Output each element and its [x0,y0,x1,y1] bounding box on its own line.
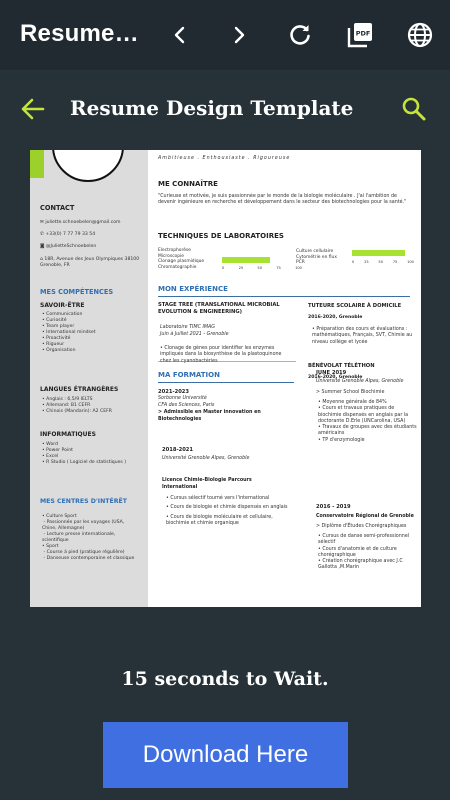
edu3-years: JUNE 2019 [316,370,347,376]
contact-heading: CONTACT [40,204,75,212]
savoir-list: • Communication • Curiosité • Team player • International mindset • Proactivité • Rigueur • Organisation [42,312,96,353]
edu2-list: • Cursus sélectif tourné vers l'international • Cours de biologie et chimie dispensés en anglais • Cours de biologie moléculaire et cellulaire, biochimie et chimie organique [166,496,288,526]
edu1-desc: > Admissible en Master innovation en Biotechnologies [158,410,261,422]
edu2-years: 2018-2021 [162,447,194,453]
edu4-desc: > Diplôme d'Études Chorégraphiques [316,524,407,529]
experience-rule [158,296,410,297]
job1-title: STAGE TREE (TRANSLATIONAL MICROBIAL EVOLUTION & ENGINEERING) [158,302,280,315]
about-heading: ME CONNAÎTRE [158,180,218,188]
search-icon[interactable] [400,95,430,125]
chevron-left-icon[interactable] [163,18,197,52]
page-title: Resume Design Template [70,96,354,120]
tab-title: Resume… [20,20,139,47]
languages-list: • Anglais : 6,5/9 IELTS • Allemand: B1 CEFR • Chinois (Mandarin): A2 CEFR [42,397,112,414]
contact-email: ✉ juliette.schnoebelen@gmail.com [40,220,121,225]
job1-date: Juin à Juillet 2021 - Grenoble [160,332,229,337]
chevron-right-icon[interactable] [222,18,256,52]
job2-title: TUTEURE SCOLAIRE À DOMICILE [308,303,402,309]
lab-right-scale: 0 25 50 75 100 [352,260,414,264]
skills-heading: MES COMPÉTENCES [40,288,114,296]
edu1-years: 2021-2023 [158,389,190,395]
resume-tagline: Ambitieuse . Enthousiaste . Rigoureuse [158,156,291,161]
profile-photo-circle [52,150,124,182]
about-text: "Curieuse et motivée, je suis passionnée par le monde de la biologie moléculaire . J'ai l'ambition de devenir ingénieure en recherche et développement dans le secteur des biotechnologies pour la santé." [158,194,407,206]
lab-right-items: Culture cellulaire Cytométrie en flux PCR [296,249,337,266]
lab-left-scale: 0 25 50 75 100 [222,266,302,270]
education-heading: MA FORMATION [158,371,220,379]
resume-main [156,150,418,607]
edu4-years: 2016 - 2019 [316,504,351,510]
savoir-heading: SAVOIR-ÊTRE [40,302,85,309]
it-list: • Word • Power Point • Excel • R Studio ( Logiciel de statistiques ) [42,442,127,465]
contact-handle: ◙ @JulietteSchnoebelen [40,244,97,249]
experience-heading: MON EXPÉRIENCE [158,285,228,293]
back-arrow-icon[interactable] [18,94,50,126]
edu4-school: Conservatoire Régional de Grenoble [316,514,414,519]
job1-place: Laboratoire TIMC IMAG [160,325,216,330]
divider [158,361,296,362]
lab-right-level-bar [352,250,405,256]
job1-desc: • Clonage de gènes pour identifier les enzymes impliqués dans la biosynthèse de la plastoquinone [160,346,282,358]
job3-date: 2016-2020, Grenoble [308,375,363,380]
globe-icon[interactable] [403,18,437,52]
interests-list: • Culture Sport - Passionnée par les voyages (USA, Chine, Allemagne) - Lecture presse internationale, scientifique • Sport - Course à pied (pratique régulière) - Danseuse contemporaine et classique [42,514,135,561]
pdf-icon-label: PDF [355,29,371,38]
languages-heading: LANGUES ÉTRANGÈRES [40,386,119,393]
lab-left-items: Electrophorèse Microscopie Clonage plasmidique Chromatographie [158,248,205,270]
edu1-school2: CFA des Sciences, Paris [158,403,215,408]
edu3-school: Université Grenoble Alpes, Grenoble [316,379,404,384]
edu2-school: Université Grenoble Alpes, Grenoble [162,456,250,461]
job2-date: 2016-2020, Grenoble [308,315,363,320]
interests-heading: MES CENTRES D'INTÉRÊT [40,498,127,505]
job2-desc: • Préparation des cours et évaluations : mathématiques, Français, SVT, Chimie au niveau collège et lycée [312,327,413,345]
contact-address: ⌂ 18R, Avenue des Jeux Olympiques 38100 Grenoble, FR [40,257,140,268]
edu1-school: Sorbonne Université [158,396,207,401]
edu3-desc: > Summer School Biochimie [316,390,385,395]
edu4-list: • Cursus de danse semi-professionnel sélectif • Cours d'anatomie et de culture chorégraphique • Création chorégraphique avec J.C Gallotta ,M.Marin [318,534,410,571]
accent-block [30,150,44,178]
education-rule [158,382,294,383]
lab-left-level-bar [222,257,270,263]
refresh-icon[interactable] [283,18,317,52]
download-button[interactable]: Download Here [103,722,348,788]
edu2-desc: Licence Chimie-Biologie Parcours International [162,478,252,490]
pdf-icon[interactable] [343,18,377,52]
resume-preview-image [30,150,421,607]
browser-toolbar [0,0,450,70]
edu3-list: • Moyenne générale de 84% • Cours et travaux pratiques de biochimie dispensés en anglais par la doctorante D.Erle (UNCarolina, USA) • Travaux de groupes avec des étudiants américains • TP d'enzymologie [318,400,417,443]
it-heading: INFORMATIQUES [40,431,96,438]
job3-title: BÉNÉVOLAT TÉLÉTHON [308,363,375,369]
lab-heading: TECHNIQUES DE LABORATOIRES [158,232,284,240]
contact-phone: ✆ +33(0) 7 77 79 33 54 [40,232,96,237]
countdown-text: 15 seconds to Wait. [121,668,329,690]
resume-sidebar [30,150,148,607]
